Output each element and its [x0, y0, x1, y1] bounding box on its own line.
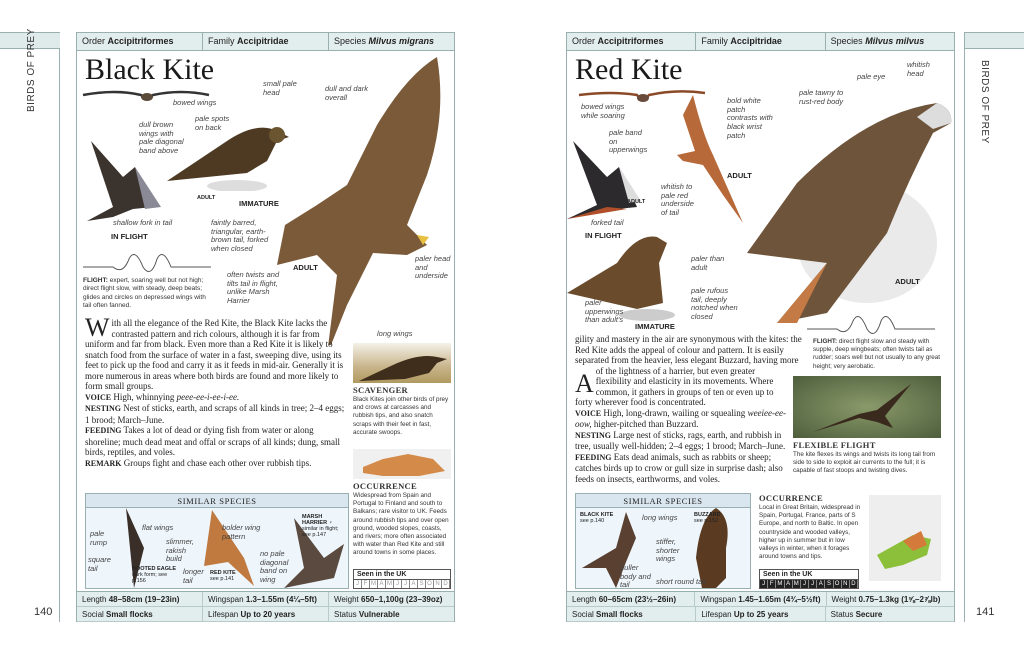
label-in-flight: IN FLIGHT	[585, 231, 622, 240]
scavenger-photo	[353, 343, 451, 383]
marsh-harrier-note: MARSH HARRIER ♀ similar in flight; see p.147	[302, 514, 339, 538]
label-paler-than: paler than adult	[691, 254, 725, 272]
label-adult: ADULT	[895, 277, 920, 286]
label-whitish-head: whitish head	[907, 60, 930, 78]
month-cell: O	[426, 580, 434, 588]
species-cell: Species Milvus milvus	[830, 36, 925, 46]
label-duller: duller body and tail	[620, 563, 651, 590]
label-bold-white: bold white patch contrasts with black wrist patch	[727, 96, 773, 140]
similar-species-title: SIMILAR SPECIES	[86, 494, 348, 508]
label-pale-tawny: pale tawny to rust-red body	[799, 88, 844, 106]
page-title: Red Kite	[575, 53, 683, 86]
label-long-wings: long wings	[642, 513, 678, 522]
label-bowed-wings: bowed wings while soaring	[581, 102, 625, 120]
month-cell: J	[801, 580, 809, 588]
label-whitish-tail: whitish to pale red underside of tail	[661, 182, 694, 217]
label-shallow-fork: shallow fork in tail	[113, 218, 173, 227]
month-cell: F	[768, 580, 776, 588]
occurrence: OCCURRENCE Local in Great Britain, widespread in Spain, Portugal, France, parts of S Europe, and north to Baltic. In open countryside and wooded valleys, higher up in summer but in low valleys in winter, when it forages around towns and tips.	[759, 493, 861, 561]
section-label-left: BIRDS OF PREY	[26, 28, 37, 112]
scavenger-caption: SCAVENGER Black Kites join other birds of prey and crows at carcasses and rubbish tips, and also snatch scraps with their feet in fast, accurate swoops.	[353, 385, 449, 436]
similar-species-box	[575, 493, 751, 589]
occurrence: OCCURRENCE Widespread from Spain and Portugal to Finland and south to Balkans; rare visitor to UK. Feeds around rubbish tips and over open ground, wooded slopes, coasts, and rivers; more often associated with water than Red Kite and still around towns in some places.	[353, 481, 449, 557]
page-title: Black Kite	[85, 53, 215, 86]
taxonomy-header	[567, 33, 954, 51]
month-cell: J	[809, 580, 817, 588]
flexible-flight-photo	[793, 376, 941, 438]
black-kite-note: BLACK KITE see p.140	[580, 512, 614, 524]
label-slimmer: slimmer, rakish build	[166, 537, 194, 564]
label-adult: ADULT	[293, 263, 318, 272]
month-cell: M	[776, 580, 784, 588]
label-pale-rump: pale rump	[90, 529, 108, 547]
red-kite-flight-illustration	[567, 137, 647, 219]
label-long-wings: long wings	[377, 329, 413, 338]
stats-footer: Length 60–65cm (23½–26in) Wingspan 1.45–1.65m (4¾–5½ft) Weight 0.75–1.3kg (1⅝–2⅞lb) Social Small flocks Lifespan Up to 25 years Status Secure	[567, 591, 954, 621]
month-cell: A	[410, 580, 418, 588]
flight-description: FLIGHT: expert, soaring well but not high; direct flight slow, with steady, deep beats; glides and circles on depressed wings with tail often fanned.	[83, 277, 206, 310]
flight-description: FLIGHT: direct flight slow and steady with supple, deep wingbeats; often twists tail as rudder; soars well but not usually to any great height; very aerobatic.	[813, 338, 941, 370]
label-small-pale-head: small pale head	[263, 79, 297, 97]
booted-eagle-note: BOOTED EAGLE dark form; see p.156	[132, 566, 177, 584]
section-tab-right	[964, 32, 1024, 622]
label-flat-wings: flat wings	[142, 523, 174, 532]
month-cell: M	[387, 581, 392, 587]
seen-in-uk-calendar: Seen in the UK J F M A M J J A S O N D	[759, 569, 859, 589]
label-paler-upperwings: paler upperwings than adult's	[585, 298, 624, 325]
label-immature: IMMATURE	[239, 199, 279, 208]
month-cell: S	[418, 580, 426, 588]
label-adult-small: ADULT	[197, 195, 216, 201]
label-dull-brown: dull brown wings with pale diagonal band above	[139, 120, 184, 155]
label-bolder: bolder wing pattern	[222, 523, 261, 541]
month-cell: S	[825, 580, 833, 588]
red-kite-page	[566, 32, 955, 622]
label-faintly-barred: faintly barred, triangular, earth-brown tail, forked when closed	[211, 218, 269, 253]
label-no-pale: no pale diagonal band on wing	[260, 549, 289, 584]
label-pale-spots: pale spots on back	[195, 114, 230, 132]
flight-pattern-icon	[807, 313, 937, 337]
month-cell: F	[362, 580, 370, 588]
label-immature: IMMATURE	[635, 322, 675, 331]
similar-species-box	[85, 493, 349, 589]
red-kite-note: RED KITE see p.141	[210, 570, 236, 582]
month-cell: J	[402, 580, 410, 588]
month-cell: D	[442, 580, 450, 588]
label-bowed-wings: bowed wings	[173, 98, 217, 107]
month-cell: A	[785, 580, 793, 588]
red-kite-perched-illustration	[737, 83, 957, 323]
label-forked-tail: forked tail	[591, 218, 624, 227]
month-cell: D	[850, 580, 858, 588]
species-description: With all the elegance of the Red Kite, the Black Kite lacks the contrasted pattern and rich colours, although it is far from uniform and far from black. Even more than a Red Kite it is likely to snatch food from the surface of water in a fast, sweeping dive, using its feet to pick up the food and carry it as it feeds in mid-air. Generally it is more numerous in areas where both birds are found and more likely to form small groups. VOICE High, whinnying peee-ee-i-ee-i-ee. NESTING Nest of sticks, earth, and scraps of all kinds in tree; 2–4 eggs; 1 brood; March–June. FEEDING Takes a lot of dead or dying fish from water or along shoreline; much dead meat and offal or scraps of all kinds; dung, small birds, reptiles, and voles. REMARK Groups fight and chase each other over rubbish tips.	[85, 313, 345, 468]
black-kite-flight-illustration	[83, 137, 163, 227]
month-cell: M	[793, 580, 801, 588]
label-dull-dark: dull and dark overall	[325, 84, 368, 102]
label-in-flight: IN FLIGHT	[111, 232, 148, 241]
label-stiffer: stiffer, shorter wings	[656, 537, 680, 564]
order-cell: Order Accipitriformes	[567, 33, 696, 50]
label-short-round: short round tail	[656, 577, 706, 586]
label-pale-rufous: pale rufous tail, deeply notched when closed	[691, 286, 738, 321]
buzzard-note: BUZZARD see p.152	[694, 512, 721, 524]
label-adult-small: ADULT	[627, 199, 646, 205]
species-cell: Species Milvus migrans	[334, 36, 435, 46]
label-often-twists: often twists and tilts tail in flight, unlike Marsh Harrier	[227, 270, 280, 305]
stats-footer: Length 48–58cm (19–23in) Wingspan 1.3–1.55m (4¼–5ft) Weight 650–1,100g (23–39oz) Social Small flocks Lifespan Up to 20 years Status Vulnerable	[77, 591, 454, 621]
black-kite-page	[76, 32, 455, 622]
label-longer-tail: longer tail	[183, 567, 204, 585]
similar-species-title: SIMILAR SPECIES	[576, 494, 750, 508]
label-pale-eye: pale eye	[857, 72, 886, 81]
distribution-map	[353, 449, 451, 479]
family-cell: Family Accipitridae	[203, 33, 329, 50]
month-cell: O	[834, 580, 842, 588]
label-adult-mid: ADULT	[727, 171, 752, 180]
flight-pattern-icon	[83, 251, 213, 275]
month-cell: J	[760, 580, 768, 588]
month-cell: A	[378, 580, 386, 588]
section-tab-left	[0, 32, 60, 622]
month-cell: J	[354, 580, 362, 588]
flexible-flight-caption: FLEXIBLE FLIGHT The kite flexes its wings and twists its long tail from side to side to exploit air currents to the full; it is capable of fast stoops and twisting dives.	[793, 440, 936, 475]
family-cell: Family Accipitridae	[696, 33, 825, 50]
page-number-left: 140	[34, 606, 53, 618]
month-cell: M	[371, 581, 376, 587]
species-description: A gility and mastery in the air are synonymous with the kites: the Red Kite adds the appeal of colour and pattern. It is easily separated from the heavier, less elegant Buzzard, having more of the lightness of a harrier, but even greater flexibility and elasticity in its movements. Where common, it gathers in groups of ten or even up to forty wherever food is concentrated. VOICE High, long-drawn, wailing or squealing weeiee-ee-oow, higher-pitched than Buzzard. NESTING Large nest of sticks, rags, earth, and rubbish in tree, usually well-hidden; 2–4 eggs; 1 brood; March–June. FEEDING Eats dead animals, such as rabbits or sheep; catches birds up to crow or gull size in surprise dash; also feeds on insects, earthworms, and voles.	[575, 334, 802, 484]
page-number-right: 141	[976, 606, 995, 618]
label-paler-head: paler head and underside	[415, 254, 451, 281]
taxonomy-header	[77, 33, 454, 51]
order-cell: Order Accipitriformes	[77, 33, 203, 50]
section-label-right: BIRDS OF PREY	[979, 60, 990, 144]
label-square-tail: square tail	[88, 555, 111, 573]
distribution-map	[869, 495, 941, 581]
label-pale-band: pale band on upperwings	[609, 128, 648, 155]
month-cell: N	[842, 580, 850, 588]
month-cell: A	[817, 580, 825, 588]
black-kite-adult-illustration	[277, 55, 449, 345]
month-cell: J	[394, 580, 402, 588]
seen-in-uk-calendar: Seen in the UK J F M A M J J A S O N D	[353, 569, 451, 589]
month-cell: N	[434, 580, 442, 588]
